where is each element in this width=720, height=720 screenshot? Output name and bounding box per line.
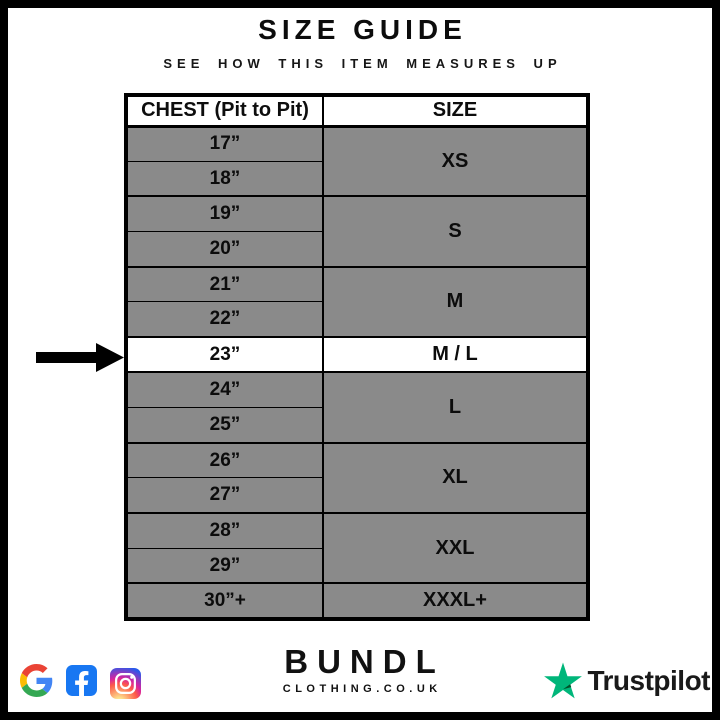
- social-icons: [20, 664, 141, 702]
- instagram-icon: [110, 668, 141, 699]
- size-label-cell: M / L: [323, 337, 588, 372]
- table-row: [126, 513, 588, 548]
- chest-measurement-cell: 21”: [126, 267, 323, 302]
- size-label-cell: XL: [323, 443, 588, 513]
- chest-measurement-cell: 30”+: [126, 583, 323, 618]
- size-label-cell: L: [323, 372, 588, 442]
- chest-measurement-cell: 20”: [126, 232, 323, 267]
- table-row: [126, 337, 588, 372]
- chest-measurement-cell: 19”: [126, 196, 323, 231]
- table-row: [126, 583, 588, 618]
- page-title: SIZE GUIDE: [258, 14, 467, 45]
- chest-measurement-cell: 22”: [126, 302, 323, 337]
- chest-measurement-cell: 26”: [126, 443, 323, 478]
- table-header-row: [126, 95, 588, 126]
- chest-measurement-cell: 17”: [126, 126, 323, 161]
- table-header: [126, 95, 588, 126]
- table-row: [126, 126, 588, 161]
- table-row: [126, 443, 588, 478]
- size-label-cell: XS: [323, 126, 588, 196]
- size-guide-table: [124, 93, 590, 621]
- chest-measurement-cell: 24”: [126, 372, 323, 407]
- google-icon: [20, 664, 53, 702]
- brand-tagline: CLOTHING.CO.UK: [282, 682, 442, 695]
- size-table-body: [126, 126, 588, 619]
- table-row: [126, 196, 588, 231]
- column-header-size: SIZE: [323, 95, 588, 126]
- facebook-icon: [66, 665, 97, 701]
- chest-measurement-cell: 28”: [126, 513, 323, 548]
- table-row: [126, 267, 588, 302]
- size-label-cell: XXXL+: [323, 583, 588, 618]
- chest-measurement-cell: 18”: [126, 161, 323, 196]
- page-subtitle: SEE HOW THIS ITEM MEASURES UP: [163, 56, 562, 71]
- table-row: [126, 372, 588, 407]
- highlight-arrow: [36, 343, 124, 372]
- trustpilot-star-icon: [544, 662, 582, 699]
- size-label-cell: XXL: [323, 513, 588, 583]
- right-arrow-icon: [36, 343, 124, 372]
- size-label-cell: S: [323, 196, 588, 266]
- chest-measurement-cell: 27”: [126, 478, 323, 513]
- size-label-cell: M: [323, 267, 588, 337]
- trustpilot-wordmark: Trustpilot: [587, 664, 710, 696]
- chest-measurement-cell: 25”: [126, 408, 323, 443]
- chest-measurement-cell: 23”: [126, 337, 323, 372]
- trustpilot-logo: [544, 662, 710, 699]
- brand-name: BUNDL: [284, 643, 445, 680]
- column-header-chest: CHEST (Pit to Pit): [126, 95, 323, 126]
- chest-measurement-cell: 29”: [126, 548, 323, 583]
